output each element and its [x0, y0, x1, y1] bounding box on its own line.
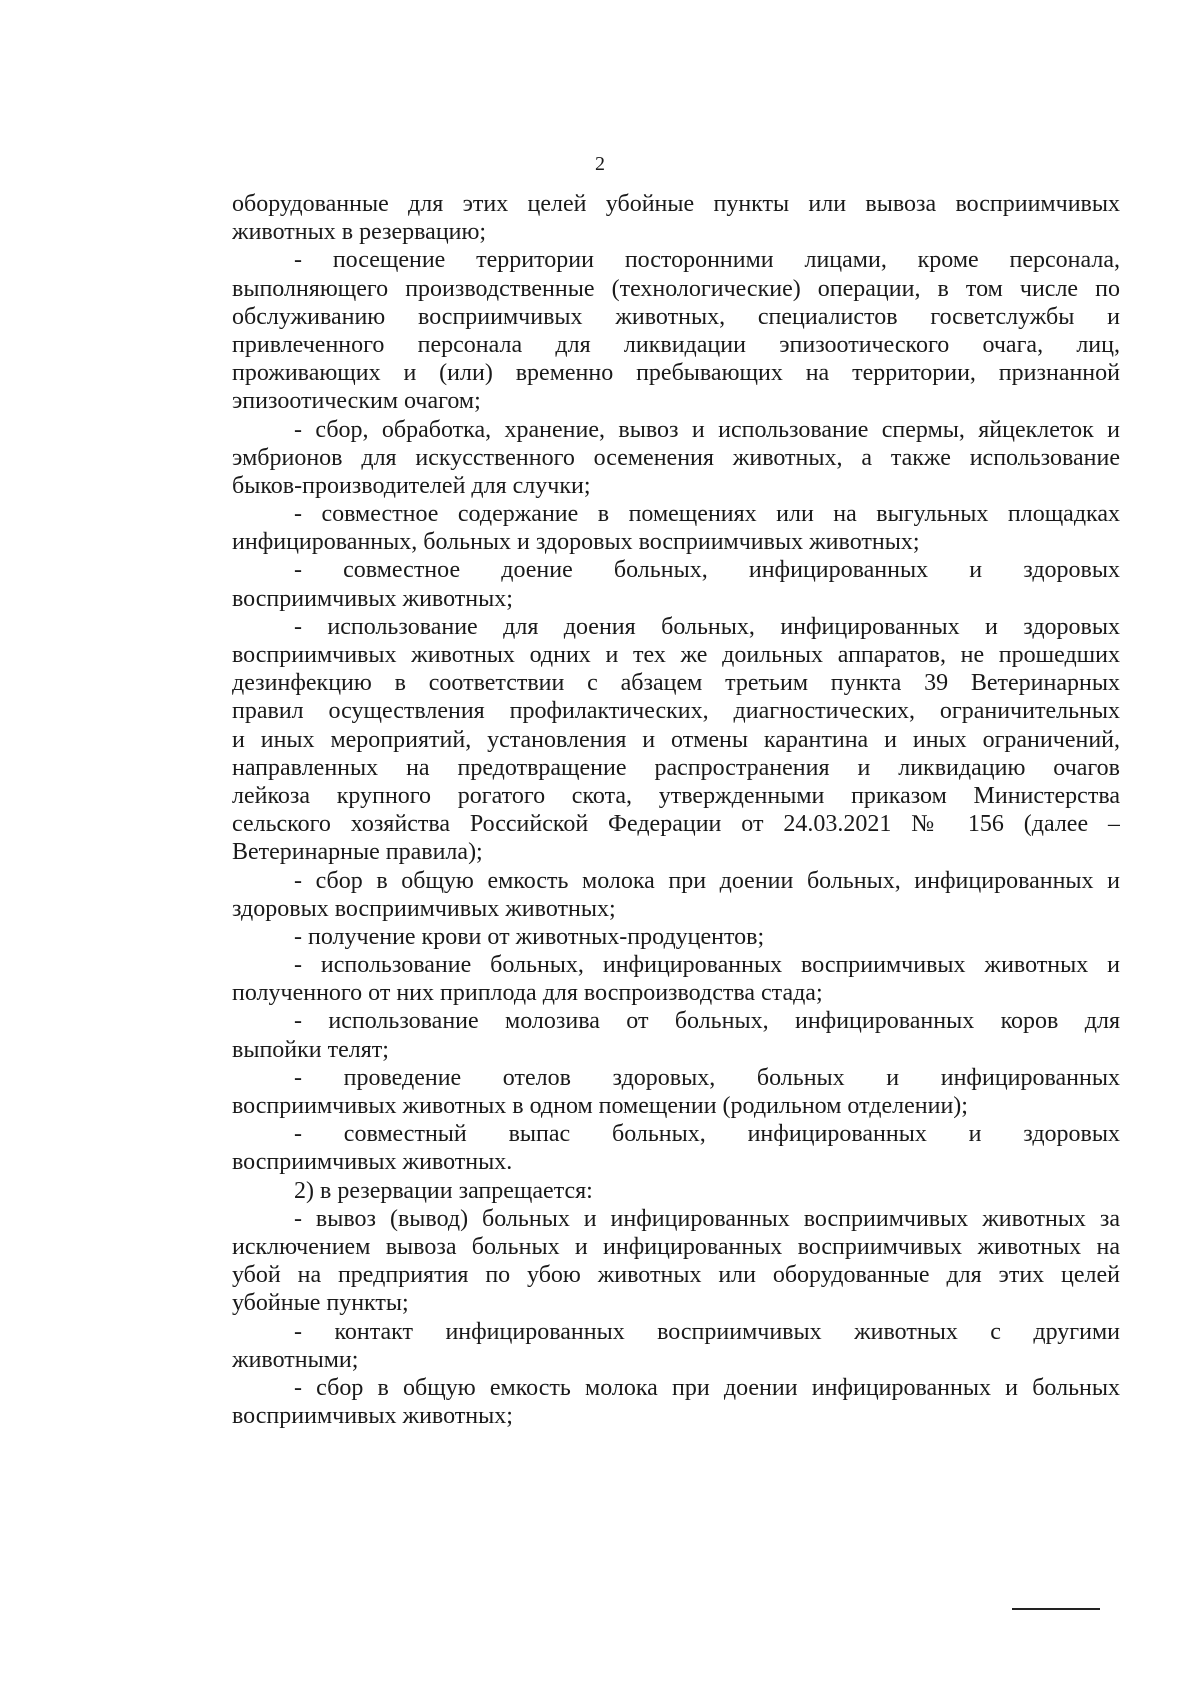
text-line: убойные пункты;	[232, 1290, 409, 1317]
text-line: обслуживанию восприимчивых животных, специалистов госветслужбы и	[232, 303, 1120, 330]
text-line: дезинфекцию в соответствии с абзацем третьим пункта 39 Ветеринарных	[232, 670, 1120, 697]
text-line: оборудованные для этих целей убойные пункты или вывоза восприимчивых	[232, 191, 1120, 217]
text-line: сельского хозяйства Российской Федерации от 24.03.2021 № 156 (далее –	[232, 811, 1120, 838]
signature-mark	[1012, 1608, 1100, 1610]
text-line: здоровых восприимчивых животных;	[232, 895, 616, 922]
text-line: эмбрионов для искусственного осеменения животных, а также использование	[232, 444, 1120, 471]
text-line: исключением вывоза больных и инфицированных восприимчивых животных на	[232, 1233, 1120, 1260]
text-line: животными;	[232, 1346, 359, 1373]
text-line: - совместное содержание в помещениях или на выгульных площадках	[294, 501, 1120, 528]
text-line: - проведение отелов здоровых, больных и инфицированных	[294, 1064, 1120, 1091]
text-line: - получение крови от животных-продуцентов;	[294, 923, 765, 950]
text-line: проживающих и (или) временно пребывающих на территории, признанной	[232, 360, 1120, 387]
text-line: привлеченного персонала для ликвидации эпизоотического очага, лиц,	[232, 331, 1120, 358]
text-line: - совместный выпас больных, инфицированных и здоровых	[294, 1121, 1120, 1148]
document-body	[232, 190, 1120, 1430]
text-line: полученного от них приплода для воспроизводства стада;	[232, 980, 823, 1007]
text-line: правил осуществления профилактических, диагностических, ограничительных	[232, 698, 1120, 725]
page-number: 2	[595, 153, 605, 175]
text-line: - использование для доения больных, инфицированных и здоровых	[294, 613, 1120, 640]
text-line: лейкоза крупного рогатого скота, утвержденными приказом Министерства	[232, 782, 1120, 809]
text-line: направленных на предотвращение распространения и ликвидацию очагов	[232, 754, 1120, 781]
text-line: и иных мероприятий, установления и отмены карантина и иных ограничений,	[232, 726, 1120, 753]
text-line: выпойки телят;	[232, 1036, 389, 1063]
text-line: - использование больных, инфицированных восприимчивых животных и	[294, 952, 1120, 979]
text-line: Ветеринарные правила);	[232, 839, 483, 866]
text-line: эпизоотическим очагом;	[232, 388, 481, 415]
text-line: инфицированных, больных и здоровых восприимчивых животных;	[232, 529, 920, 556]
text-line: убой на предприятия по убою животных или оборудованные для этих целей	[232, 1262, 1120, 1289]
text-line: - использование молозива от больных, инфицированных коров для	[294, 1008, 1120, 1035]
text-line: - сбор в общую емкость молока при доении больных, инфицированных и	[294, 867, 1120, 894]
text-line: - совместное доение больных, инфицированных и здоровых	[294, 557, 1120, 584]
text-line: - контакт инфицированных восприимчивых животных с другими	[294, 1318, 1120, 1345]
text-line: - сбор в общую емкость молока при доении инфицированных и больных	[294, 1374, 1120, 1401]
text-line: животных в резервацию;	[232, 219, 487, 246]
text-line: - сбор, обработка, хранение, вывоз и использование спермы, яйцеклеток и	[294, 416, 1120, 443]
text-line: восприимчивых животных;	[232, 585, 513, 612]
text-line: восприимчивых животных;	[232, 1403, 513, 1430]
text-line: - вывоз (вывод) больных и инфицированных восприимчивых животных за	[294, 1205, 1120, 1232]
text-line: восприимчивых животных.	[232, 1149, 513, 1176]
text-line: выполняющего производственные (технологические) операции, в том числе по	[232, 275, 1120, 302]
text-line: 2) в резервации запрещается:	[294, 1177, 593, 1204]
text-line: быков-производителей для случки;	[232, 472, 591, 499]
text-line: восприимчивых животных одних и тех же доильных аппаратов, не прошедших	[232, 642, 1120, 668]
text-line: - посещение территории посторонними лицами, кроме персонала,	[294, 247, 1120, 274]
text-line: восприимчивых животных в одном помещении (родильном отделении);	[232, 1093, 968, 1119]
